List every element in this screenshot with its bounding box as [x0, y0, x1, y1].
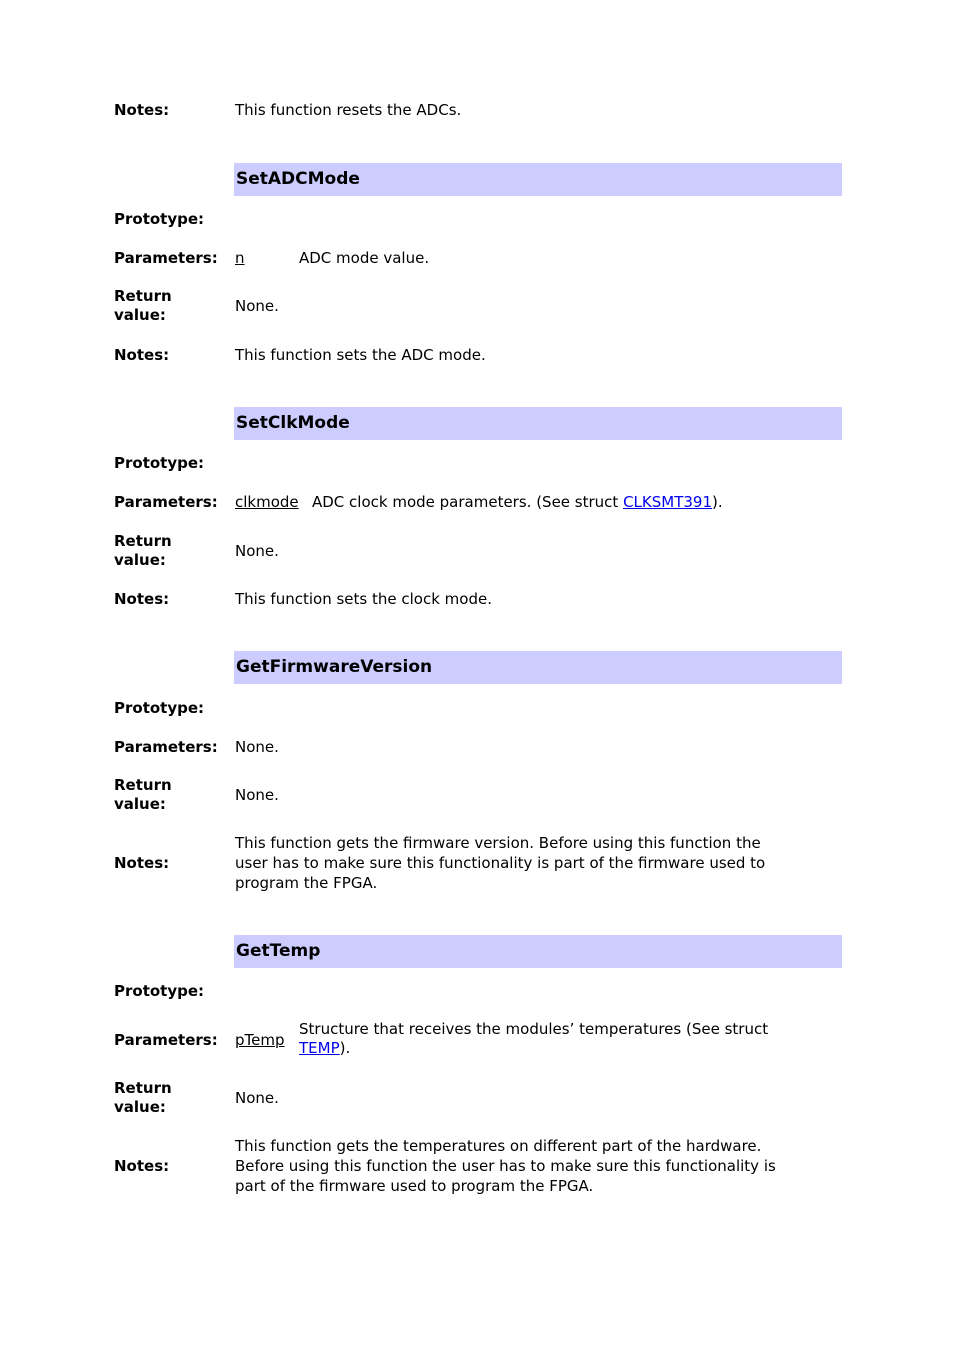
notes-text	[235, 833, 841, 893]
param-name: n	[235, 249, 245, 267]
notes-line: This function gets the firmware version. Before using this function the	[235, 834, 761, 852]
prototype-label: Prototype:	[114, 699, 205, 717]
section-header-setadcmode	[234, 163, 842, 196]
return-label-line2: value:	[114, 795, 166, 813]
section-header-getfirmwareversion	[234, 651, 842, 684]
notes-label: Notes:	[114, 590, 170, 608]
return-label-line2: value:	[114, 551, 166, 569]
section-title: GetFirmwareVersion	[236, 657, 433, 677]
notes-label: Notes:	[114, 854, 170, 872]
notes-label: Notes:	[114, 346, 170, 364]
prototype-label: Prototype:	[114, 210, 205, 228]
param-description: ADC mode value.	[299, 249, 430, 267]
prototype-label: Prototype:	[114, 982, 205, 1000]
parameters-label: Parameters:	[114, 249, 218, 267]
return-label-line1: Return	[114, 1079, 172, 1097]
parameters-label: Parameters:	[114, 738, 218, 756]
section-header-gettemp	[234, 935, 842, 968]
notes-label: Notes:	[114, 101, 170, 119]
param-text: None.	[235, 738, 279, 756]
return-value-label	[114, 776, 172, 814]
return-label-line2: value:	[114, 1098, 166, 1116]
return-label-line1: Return	[114, 287, 172, 305]
return-label-line1: Return	[114, 776, 172, 794]
section-title: SetClkMode	[236, 413, 350, 433]
notes-line: This function gets the temperatures on different part of the hardware.	[235, 1137, 762, 1155]
return-value-text: None.	[235, 297, 279, 315]
return-value-text: None.	[235, 1089, 279, 1107]
return-value-label	[114, 1079, 172, 1117]
section-title: SetADCMode	[236, 169, 360, 189]
param-desc-post: ).	[339, 1039, 351, 1057]
temp-link[interactable]: TEMP	[299, 1039, 340, 1057]
notes-text: This function sets the ADC mode.	[235, 346, 486, 364]
return-value-text: None.	[235, 786, 279, 804]
parameters-label: Parameters:	[114, 493, 218, 511]
prototype-label: Prototype:	[114, 454, 205, 472]
param-desc-post: ).	[712, 493, 723, 511]
notes-text: This function resets the ADCs.	[235, 101, 462, 119]
param-name: clkmode	[235, 493, 299, 511]
param-description	[299, 1020, 841, 1058]
return-label-line2: value:	[114, 306, 166, 324]
notes-line: part of the firmware used to program the FPGA.	[235, 1177, 594, 1195]
section-title: GetTemp	[236, 941, 321, 961]
return-value-label	[114, 532, 172, 570]
return-value-label	[114, 287, 172, 325]
clksmt391-link[interactable]: CLKSMT391	[623, 493, 712, 511]
param-name: pTemp	[235, 1031, 285, 1049]
param-desc-line2	[299, 1039, 841, 1058]
notes-line: program the FPGA.	[235, 874, 378, 892]
param-description	[312, 492, 723, 512]
notes-line: Before using this function the user has to make sure this functionality is	[235, 1157, 776, 1175]
notes-text	[235, 1136, 841, 1196]
return-value-text: None.	[235, 542, 279, 560]
param-desc-pre: ADC clock mode parameters. (See struct	[312, 493, 624, 511]
notes-line: user has to make sure this functionality is part of the firmware used to	[235, 854, 766, 872]
parameters-label: Parameters:	[114, 1031, 218, 1049]
return-label-line1: Return	[114, 532, 172, 550]
notes-label: Notes:	[114, 1157, 170, 1175]
notes-text: This function sets the clock mode.	[235, 590, 492, 608]
param-desc-line: Structure that receives the modules’ temperatures (See struct	[299, 1020, 769, 1038]
section-header-setclkmode	[234, 407, 842, 440]
